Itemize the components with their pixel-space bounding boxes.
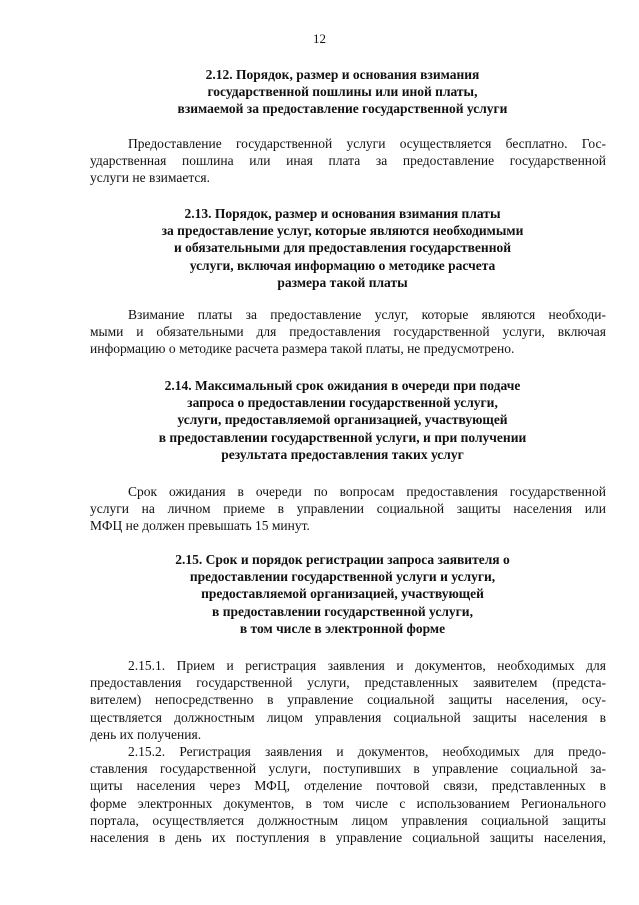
section-heading-2-12 [90,66,595,118]
heading-line: результата предоставления таких услуг [221,446,464,462]
heading-line: 2.14. Максимальный срок ожидания в очереди при подаче [164,378,521,393]
paragraph-line: услуги на личном приеме в управлении социальной защиты населения или [90,501,606,517]
paragraph-2-13 [90,306,606,358]
paragraph-line: ществляется должностным лицом управления социальной защиты населения в [90,709,606,725]
section-heading-2-15 [90,551,595,637]
paragraph-line: щиты населения через МФЦ, отделение почтовой связи, представленных в [90,778,606,794]
paragraph-line: 2.15.1. Прием и регистрация заявления и документов, необходимых для [128,658,606,673]
heading-line: в предоставлении государственной услуги, [212,603,473,619]
paragraph-line: мыми и обязательными для предоставления государственной услуги, включая [90,324,606,340]
heading-line: 2.13. Порядок, размер и основания взимания платы [184,206,501,221]
paragraph-line: вителем) непосредственно в управление социальной защиты населения, осу- [90,692,606,708]
paragraph-line: ставления государственной услуги, поступивших в управление социальной за- [90,761,606,777]
heading-line: государственной пошлины или иной платы, [207,84,478,100]
heading-line: размера такой платы [277,274,408,290]
paragraph-line: Срок ожидания в очереди по вопросам предоставления государственной [128,484,606,499]
section-heading-2-13 [90,205,595,291]
heading-line: в том числе в электронной форме [239,620,446,636]
paragraph-2-15-2 [90,743,606,846]
paragraph-line: 2.15.2. Регистрация заявления и документов, необходимых для предо- [128,744,606,759]
paragraph-line: портала, осуществляется должностным лицом управления социальной защиты [90,812,606,828]
paragraph-line: информацию о методике расчета размера такой платы, не предусмотрено. [90,341,515,357]
paragraph-line: Предоставление государственной услуги осуществляется бесплатно. Гос- [128,136,606,151]
section-heading-2-14 [90,377,595,463]
heading-line: услуги, предоставляемой организацией, участвующей [177,412,508,428]
paragraph-2-12 [90,135,606,187]
paragraph-line: услуги не взимается. [90,170,210,186]
heading-line: в предоставлении государственной услуги, и при получении [158,429,527,445]
paragraph-line: Взимание платы за предоставление услуг, которые являются необходи- [128,307,606,322]
paragraph-2-15-1 [90,657,606,743]
paragraph-line: ударственная пошлина или иная плата за предоставление государственной [90,153,606,169]
paragraph-line: населения в день их поступления в управление социальной защиты населения, [90,830,606,846]
heading-line: услуги, включая информацию о методике расчета [189,257,496,273]
heading-line: предоставляемой организацией, участвующей [201,586,484,602]
paragraph-line: предоставления государственной услуги, представленных заявителем (предста- [90,675,606,691]
paragraph-line: форме электронных документов, в том числе с использованием Регионального [90,795,606,811]
heading-line: взимаемой за предоставление государственной услуги [177,101,508,117]
paragraph-line: день их получения. [90,726,202,742]
heading-line: запроса о предоставлении государственной услуги, [187,395,498,411]
paragraph-line: МФЦ не должен превышать 15 минут. [90,518,310,534]
heading-line: предоставлении государственной услуги и услуги, [189,569,496,585]
heading-line: 2.15. Срок и порядок регистрации запроса заявителя о [175,552,510,567]
page-number: 12 [313,31,326,46]
heading-line: за предоставление услуг, которые являются необходимыми [161,223,524,239]
heading-line: и обязательными для предоставления государственной [174,240,511,256]
heading-line: 2.12. Порядок, размер и основания взимания [205,67,480,82]
paragraph-2-14 [90,483,606,535]
